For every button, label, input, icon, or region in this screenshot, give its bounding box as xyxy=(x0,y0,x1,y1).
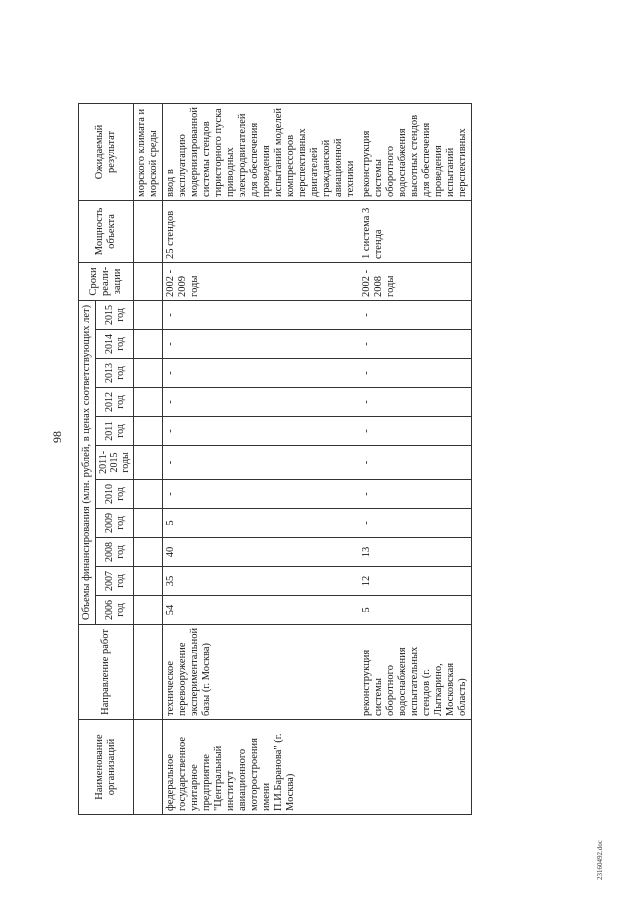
header-direction: Направление работ xyxy=(79,624,134,719)
cell-value: - xyxy=(163,300,360,329)
header-year: 2013 год xyxy=(96,358,134,387)
header-funding: Объемы финансирования (млн. рублей, в ценах соответствующих лет) xyxy=(79,300,96,624)
cell-value: - xyxy=(359,387,472,416)
cell-value: 40 xyxy=(163,537,360,566)
cell-value: - xyxy=(359,300,472,329)
cell-value: 13 xyxy=(359,537,472,566)
header-year: 2006 год xyxy=(96,595,134,624)
cell-value: - xyxy=(163,416,360,445)
header-year: 2012 год xyxy=(96,387,134,416)
cell-value: - xyxy=(163,387,360,416)
table-row xyxy=(359,104,472,815)
header-year: 2011 год xyxy=(96,416,134,445)
page-number: 98 xyxy=(50,431,64,443)
header-year: 2007 год xyxy=(96,566,134,595)
cell-value: 12 xyxy=(359,566,472,595)
cell-direction: реконструкция системы оборотного водоснабжения испытательных стендов (г. Лыткарино, Московская область) xyxy=(359,624,472,719)
cell-value: 35 xyxy=(163,566,360,595)
cell-value: 54 xyxy=(163,595,360,624)
funding-table xyxy=(78,103,472,815)
header-year: 2009 год xyxy=(96,508,134,537)
header-row-1 xyxy=(79,104,96,815)
header-year: 2014 год xyxy=(96,329,134,358)
cell-value: - xyxy=(359,508,472,537)
cell-value: 5 xyxy=(163,508,360,537)
cell-capacity: 25 стендов xyxy=(163,200,360,262)
document-filename: 23160492.doc xyxy=(596,840,604,880)
cell-value: - xyxy=(359,358,472,387)
header-terms: Сроки реали-зации xyxy=(79,262,134,300)
header-year: 2011-2015 годы xyxy=(96,445,134,479)
header-year: 2015 год xyxy=(96,300,134,329)
cell-org xyxy=(359,720,472,815)
cell-value: - xyxy=(163,445,360,479)
header-result: Ожидаемый результат xyxy=(79,104,134,201)
header-year: 2008 год xyxy=(96,537,134,566)
cell-value: - xyxy=(359,445,472,479)
cell-value: - xyxy=(359,416,472,445)
cell-value: - xyxy=(359,329,472,358)
cell-direction: техническое перевооружение экспериментальной базы (г. Москва) xyxy=(163,624,360,719)
cell-value: - xyxy=(163,358,360,387)
cell-terms: 2002 - 2008 годы xyxy=(359,262,472,300)
cell-value: - xyxy=(163,329,360,358)
header-year: 2010 год xyxy=(96,479,134,508)
cell-value: - xyxy=(163,479,360,508)
cell-result: морского климата и морской среды xyxy=(134,104,163,201)
cell-value: - xyxy=(359,479,472,508)
cell-org: федеральное государственное унитарное предприятие "Центральный институт авиационного моторостроения имени П.И.Баранова" (г. Москва) xyxy=(163,720,360,815)
header-capacity: Мощность объекта xyxy=(79,200,134,262)
cell-result: реконструкция системы оборотного водоснабжения высотных стендов для обеспечения проведения испытаний перспективных xyxy=(359,104,472,201)
cell-terms: 2002 - 2009 годы xyxy=(163,262,360,300)
table-row-continuation xyxy=(134,104,163,815)
cell-capacity: 1 система 3 стенда xyxy=(359,200,472,262)
cell-value: 5 xyxy=(359,595,472,624)
cell-result: ввод в эксплуатацию модернизированной системы стендов тиристорного пуска приводных электродвигателей для обеспечения проведения испытаний моделей компрессоров перспективных двигателей гражданской авиационной техники xyxy=(163,104,360,201)
header-org: Наименование организаций xyxy=(79,720,134,815)
table-row xyxy=(163,104,360,815)
